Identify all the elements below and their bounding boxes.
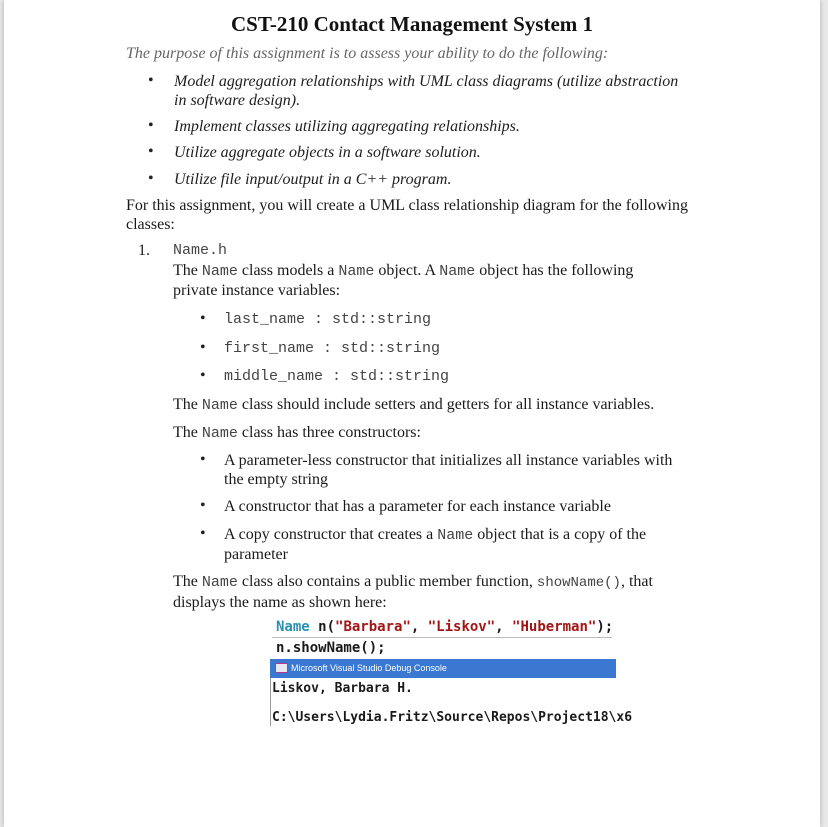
text-run: class should include setters and getters for all instance variables. [237, 396, 655, 413]
code-token: , [495, 619, 513, 635]
code-token-string: "Huberman" [512, 619, 597, 635]
console-border [270, 678, 271, 726]
bullet-dot: • [200, 525, 206, 542]
objective-1 [174, 72, 678, 110]
class-name-code: Name [439, 263, 476, 280]
bullet-dot: • [148, 117, 154, 134]
code-token: ); [596, 619, 614, 635]
bullet-dot: • [200, 451, 206, 468]
text-run: , that [620, 573, 653, 590]
document-page [4, 0, 820, 827]
class-name-code: Name [201, 574, 238, 591]
function-name-code: showName() [536, 575, 621, 591]
constructor-3-line1 [224, 525, 646, 545]
item-number: 1. [138, 242, 150, 259]
assignment-line2: classes: [126, 216, 175, 233]
constructor-3-line2: parameter [224, 546, 288, 563]
console-app-icon [275, 663, 288, 673]
code-token: , [410, 619, 428, 635]
variable-middle-name: middle_name : std::string [224, 368, 450, 385]
text-run: The [173, 262, 202, 279]
public-function-paragraph [173, 572, 653, 612]
class-name-code: Name [201, 397, 238, 414]
console-title-bar [270, 659, 616, 678]
class-name-code: Name [338, 263, 375, 280]
constructor-1-line2: the empty string [224, 471, 328, 488]
code-line-1 [270, 617, 614, 637]
objective-4: Utilize file input/output in a C++ program. [174, 171, 452, 188]
variable-first-name: first_name : std::string [224, 340, 441, 357]
setters-line [173, 395, 654, 415]
constructors-line [173, 423, 421, 443]
objective-1-line1: Model aggregation relationships with UML class diagrams (utilize abstraction [174, 73, 679, 90]
code-token-type: Name [276, 619, 310, 635]
bullet-dot: • [148, 143, 154, 160]
assignment-line1: For this assignment, you will create a UML class relationship diagram for the following [126, 197, 688, 214]
item-description [173, 261, 633, 300]
intro-text: The purpose of this assignment is to assess your ability to do the following: [126, 45, 609, 62]
class-name-code: Name [201, 263, 238, 280]
public-function-line2: displays the name as shown here: [173, 594, 387, 611]
console-output: Liskov, Barbara H. [272, 681, 413, 696]
text-run: The [173, 573, 202, 590]
text-run: The [173, 424, 202, 441]
bullet-dot: • [200, 497, 206, 514]
text-run: object. A [374, 262, 440, 279]
bullet-dot: • [200, 310, 206, 327]
console-path: C:\Users\Lydia.Fritz\Source\Repos\Project18\x6 [272, 710, 633, 725]
objective-1-line2: in software design). [174, 92, 301, 109]
code-snippet [270, 617, 614, 658]
code-token-string: "Liskov" [427, 619, 496, 635]
item-file-name: Name.h [173, 242, 228, 259]
bullet-dot: • [200, 367, 206, 384]
text-run: object has the following [475, 262, 634, 279]
constructor-3 [224, 525, 646, 564]
class-name-code: Name [201, 425, 238, 442]
constructor-2: A constructor that has a parameter for each instance variable [224, 498, 611, 515]
constructor-1-line1: A parameter-less constructor that initializes all instance variables with [224, 452, 673, 469]
code-token-string: "Barbara" [335, 619, 411, 635]
item-description-line2: private instance variables: [173, 282, 341, 299]
objective-3: Utilize aggregate objects in a software solution. [174, 144, 481, 161]
bullet-dot: • [148, 170, 154, 187]
bullet-dot: • [200, 339, 206, 356]
objective-2: Implement classes utilizing aggregating relationships. [174, 118, 520, 135]
text-run: A copy constructor that creates a [224, 526, 438, 543]
document-title: CST-210 Contact Management System 1 [230, 12, 594, 36]
text-run: class models a [237, 262, 339, 279]
text-run: The [173, 396, 202, 413]
variable-last-name: last_name : std::string [224, 311, 432, 328]
code-line-2: n.showName(); [276, 640, 386, 656]
assignment-paragraph [126, 196, 688, 234]
text-run: object that is a copy of the [473, 526, 647, 543]
console-title: Microsoft Visual Studio Debug Console [291, 663, 447, 673]
public-function-line1 [173, 572, 653, 593]
item-description-line1 [173, 261, 633, 281]
constructor-1 [224, 451, 672, 489]
code-token: n( [309, 619, 336, 635]
bullet-dot: • [148, 72, 154, 89]
text-run: class also contains a public member function, [237, 573, 537, 590]
class-name-code: Name [437, 527, 474, 544]
text-run: class has three constructors: [237, 424, 421, 441]
